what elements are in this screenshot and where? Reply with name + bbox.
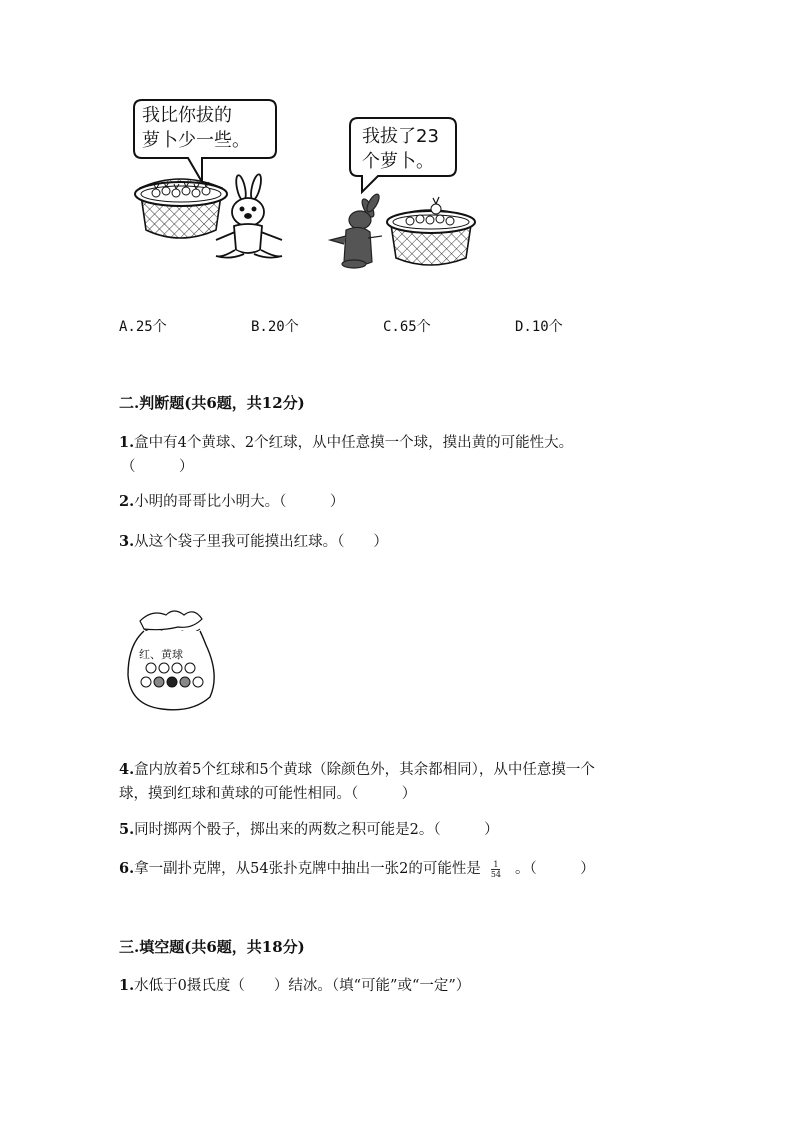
- right-bubble-text: [362, 124, 439, 174]
- option-d[interactable]: D.10个: [515, 319, 563, 335]
- judge-question-4: [119, 758, 679, 806]
- fraction-denominator: 54: [490, 869, 502, 879]
- question-number: 6.: [119, 860, 135, 877]
- option-c[interactable]: C.65个: [383, 319, 431, 335]
- section-3-title: 三.填空题(共6题，共18分): [119, 938, 305, 956]
- question-number: 4.: [119, 761, 135, 778]
- left-basket-icon: [135, 179, 227, 238]
- question-number: 1.: [119, 434, 135, 451]
- question-number: 2.: [119, 493, 135, 510]
- judge-question-5: [119, 818, 679, 842]
- fill-question-1: [119, 974, 679, 998]
- option-b[interactable]: B.20个: [251, 319, 299, 335]
- judge-question-1: [119, 431, 679, 479]
- right-bubble-line-2: 个萝卜。: [362, 151, 434, 172]
- answer-blank[interactable]: （ ）: [121, 459, 194, 475]
- dark-rabbit-icon: [330, 192, 382, 268]
- question-text: 拿一副扑克牌，从54张扑克牌中抽出一张2的可能性是: [134, 861, 481, 877]
- left-bubble-line-1: 我比你拔的: [142, 105, 232, 126]
- right-bubble-line-1: 我拔了23: [362, 126, 439, 147]
- answer-blank[interactable]: 。（ ）: [515, 861, 595, 877]
- question-text[interactable]: 小明的哥哥比小明大。（ ）: [134, 494, 345, 510]
- question-text: 盒内放着5个红球和5个黄球（除颜色外，其余都相同），从中任意摸一个: [134, 762, 595, 778]
- judge-question-2: [119, 490, 679, 514]
- white-rabbit-icon: [216, 173, 282, 257]
- section-2-title: 二.判断题(共6题，共12分): [119, 394, 305, 412]
- fraction: [491, 860, 501, 879]
- judge-question-6: [119, 857, 679, 881]
- question-number: 5.: [119, 821, 135, 838]
- option-a[interactable]: A.25个: [119, 319, 167, 335]
- left-bubble-text: [142, 103, 250, 153]
- question-text-continued[interactable]: 球，摸到红球和黄球的可能性相同。（ ）: [119, 786, 417, 802]
- question-text[interactable]: 同时掷两个骰子，掷出来的两数之积可能是2。（ ）: [134, 822, 499, 838]
- question-number: 1.: [119, 977, 135, 994]
- fraction-numerator: 1: [493, 859, 499, 869]
- question-text[interactable]: 从这个袋子里我可能摸出红球。（ ）: [134, 534, 388, 550]
- judge-question-3: [119, 530, 679, 554]
- question-text[interactable]: 水低于0摄氏度（ ）结冰。（填“可能”或“一定”）: [134, 978, 471, 994]
- bag-label: 红、黄球: [139, 648, 183, 661]
- question-text: 盒中有4个黄球、2个红球，从中任意摸一个球，摸出黄的可能性大。: [134, 435, 574, 451]
- question-number: 3.: [119, 533, 135, 550]
- right-basket-icon: [387, 197, 475, 265]
- left-bubble-line-2: 萝卜少一些。: [142, 130, 250, 151]
